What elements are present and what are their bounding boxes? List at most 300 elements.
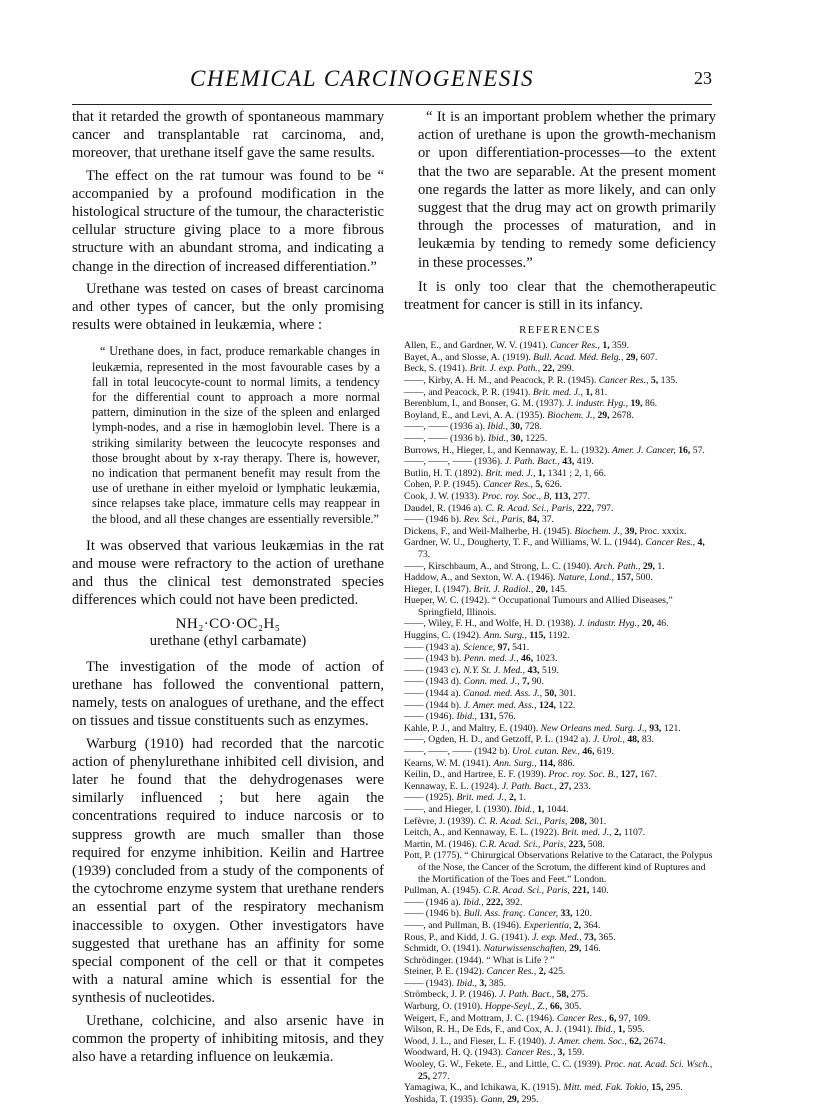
ref-pages: 97, 109. (618, 1012, 651, 1024)
reference-item (404, 781, 716, 793)
reference-item (404, 410, 716, 422)
ref-volume: 4, (697, 537, 705, 549)
ref-journal: Cancer Res., (486, 966, 537, 978)
ref-pages: 626. (545, 479, 562, 491)
ref-authors: —— (1946). (404, 711, 455, 723)
reference-item (404, 491, 716, 503)
ref-pages: 277. (432, 1070, 450, 1082)
ref-pages: 146. (583, 943, 601, 955)
reference-item (404, 1024, 716, 1036)
paragraph: It is only too clear that the chemotherapeutic treatment for cancer is still in its infancy. (404, 278, 716, 314)
ref-journal: Cancer Res., (483, 479, 533, 491)
ref-authors: Lefèvre, J. (1939). (404, 815, 476, 827)
reference-item (404, 827, 716, 839)
reference-item (404, 711, 716, 723)
ref-authors: Pullman, A. (1945). (404, 885, 481, 897)
ref-volume: 43, (527, 664, 540, 676)
reference-item (404, 468, 716, 480)
reference-item (404, 387, 716, 399)
ref-pages: 1044. (546, 803, 569, 815)
reference-item (404, 653, 716, 665)
ref-journal: Brit. med. J., (456, 792, 507, 804)
ref-journal: Cancer Res., (556, 1012, 607, 1024)
ref-volume: 20, (641, 618, 655, 630)
paragraph: that it retarded the growth of spontaneous mammary cancer and transplantable rat carcinoma, and, moreover, that urethane itself gave the same results. (72, 109, 384, 162)
ref-volume: 223, (568, 838, 586, 850)
paragraph: Urethane was tested on cases of breast carcinoma and other types of cancer, but the only promising results were obtained in leukæmia, where : (72, 280, 384, 334)
reference-item (404, 885, 716, 897)
ref-volume: 15, (651, 1082, 664, 1094)
reference-item (404, 375, 716, 387)
ref-volume: 39, (624, 525, 637, 537)
ref-pages: 419. (576, 456, 594, 468)
ref-authors: Wooley, G. W., Fekete. E., and Little, C. C. (1939). (404, 1059, 603, 1071)
ref-journal: Penn. med. J., (463, 653, 519, 665)
ref-volume: 2, (573, 919, 582, 931)
ref-volume: 48, (627, 734, 640, 746)
ref-journal: C. R. Acad. Sci., Paris, (478, 815, 568, 827)
ref-volume: 2, (508, 792, 517, 804)
ref-volume: 5, (650, 375, 659, 387)
reference-item (404, 630, 716, 642)
ref-pages: 140. (591, 885, 609, 897)
ref-pages: 364. (583, 919, 601, 931)
ref-pages: 425. (548, 966, 566, 978)
ref-journal: Urol. cutan. Rev., (512, 746, 580, 758)
ref-pages: 365. (598, 931, 616, 943)
reference-item (404, 1059, 716, 1082)
ref-journal: Brit. med. J., (532, 386, 583, 398)
ref-authors: —— (1943 c). (404, 664, 461, 676)
reference-item (404, 561, 716, 573)
ref-volume: 20, (535, 583, 548, 595)
ref-pages: 122. (558, 699, 576, 711)
reference-item (404, 526, 716, 538)
reference-item (404, 340, 716, 352)
ref-journal: Cancer Res., (550, 340, 600, 352)
ref-authors: —— (1946 b). (404, 908, 462, 920)
ref-journal: Cancer Res., (505, 1047, 556, 1059)
ref-authors: ——, Kirschbaum, A., and Strong, L. C. (1940). (404, 560, 592, 572)
ref-authors: Cook, J. W. (1933). (404, 490, 480, 502)
references-heading: REFERENCES (519, 324, 601, 337)
ref-journal: New Orleans med. Surg. J., (540, 722, 647, 734)
ref-pages: 619. (596, 746, 614, 758)
ref-journal: J. industr. Hyg., (566, 398, 629, 410)
reference-item (404, 989, 716, 1001)
ref-volume: 29, (625, 351, 638, 363)
block-quote: “ It is an important problem whether the primary action of urethane is upon the growth-mechanism or upon differentiation-processes—to the extent that the two are separable. At the present moment one regards the latter as more likely, and can only suggest that the drug may act on growth primarily through the processes of maturation, and in leukæmia by tending to remedy some deficiency in these processes.” (418, 109, 716, 271)
page-header (72, 60, 712, 105)
reference-item (404, 758, 716, 770)
ref-volume: 29, (597, 409, 610, 421)
ref-authors: ——, ——, —— (1936). (404, 456, 503, 468)
page-number: 23 (694, 68, 712, 88)
ref-volume: 25, (418, 1070, 431, 1082)
ref-journal: Ibid., (456, 977, 477, 989)
ref-authors: Bayet, A., and Slosse, A. (1919). (404, 351, 531, 363)
ref-pages: 46. (656, 618, 669, 630)
ref-journal: Mitt. med. Fak. Tokio, (563, 1082, 649, 1094)
ref-journal: Ibid., (487, 432, 509, 444)
ref-authors: Allen, E., and Gardner, W. V. (1941). (404, 340, 548, 352)
ref-volume: 58, (556, 989, 569, 1001)
ref-journal: Ibid., (594, 1024, 616, 1036)
ref-journal: J. Urol., (592, 734, 625, 746)
ref-pages: 90. (531, 676, 544, 688)
ref-volume: 131, (479, 711, 497, 723)
ref-journal: Biochem. J., (574, 525, 623, 537)
ref-authors: Burrows, H., Hieger, I., and Kennaway, E. L. (1932). (404, 444, 610, 456)
ref-pages: Proc. xxxix. (639, 525, 687, 537)
paragraph: Urethane, colchicine, and also arsenic have in common the property of inhibiting mitosis, and they also have a retarding influence on leukæmia. (72, 1012, 384, 1065)
ref-authors: Cohen, P. P. (1945). (404, 479, 481, 491)
reference-item (404, 932, 716, 944)
ref-volume: 30, (510, 421, 523, 433)
ref-pages: 135. (660, 375, 678, 387)
ref-authors: Rous, P., and Kidd, J. G. (1941). (404, 931, 530, 943)
reference-item (404, 676, 716, 688)
ref-volume: 115, (529, 630, 546, 642)
reference-item (404, 572, 716, 584)
reference-item (404, 1047, 716, 1059)
ref-volume: 30, (510, 432, 523, 444)
ref-pages: 1192. (548, 630, 570, 642)
reference-item (404, 665, 716, 677)
ref-journal: Cancer Res., (645, 537, 696, 549)
ref-journal: C.R. Acad. Sci., Paris, (479, 838, 567, 850)
ref-journal: Proc. nat. Acad. Sci. Wsch., (604, 1059, 713, 1071)
ref-volume: 29, (569, 943, 582, 955)
ref-volume: 1, (617, 1024, 626, 1036)
ref-volume: 1, (537, 803, 545, 815)
paragraph: The effect on the rat tumour was found to be “ accompanied by a profound modification in the histological structure of the tumour, the characteristic cellular structure giving place to a more fibrous structure with an abundant stroma, and indicating a change in the direction of increased differentiation.” (72, 167, 384, 275)
ref-authors: Yamagiwa, K., and Ichikawa, K. (1915). (404, 1082, 561, 1094)
ref-pages: 886. (557, 757, 575, 769)
ref-pages: 37. (541, 514, 554, 526)
formula-caption: urethane (ethyl carbamate) (149, 632, 307, 649)
ref-pages: 81. (595, 386, 608, 398)
reference-item (404, 700, 716, 712)
ref-authors: Kearns, W. M. (1941). (404, 757, 491, 769)
ref-journal: J. exp. Med., (532, 931, 582, 943)
ref-journal: Ann. Surg., (493, 757, 537, 769)
ref-pages: 159. (567, 1047, 585, 1059)
ref-journal: J. Path. Bact., (504, 456, 560, 468)
ref-pages: 277. (573, 490, 591, 502)
reference-item (404, 537, 716, 560)
reference-item (404, 398, 716, 410)
ref-volume: 1, (537, 467, 546, 479)
reference-item (404, 514, 716, 526)
ref-volume: 73, (584, 931, 597, 943)
reference-item (404, 1036, 716, 1048)
reference-item (404, 920, 716, 932)
ref-authors: Martin, M. (1946). (404, 838, 477, 850)
reference-item (404, 584, 716, 596)
ref-volume: 29, (507, 1093, 520, 1105)
ref-volume: 3, (557, 1047, 565, 1059)
ref-authors: Wilson, R. H., De Eds, F., and Cox, A. J. (1941). (404, 1024, 593, 1036)
ref-pages: 508. (587, 838, 605, 850)
reference-item (404, 966, 716, 978)
ref-authors: Strömbeck, J. P. (1946). (404, 989, 497, 1001)
ref-volume: 7, (522, 676, 530, 688)
ref-volume: 5, (535, 479, 543, 491)
ref-volume: 114, (539, 757, 556, 769)
ref-volume: 2, (614, 827, 622, 839)
ref-volume: 46, (521, 653, 534, 665)
ref-authors: Schmidt, O. (1941). (404, 943, 482, 955)
ref-authors: Berenblum, I., and Bonser, G. M. (1937). (404, 398, 565, 410)
reference-item (404, 642, 716, 654)
ref-authors: ——, —— (1936 a). (404, 421, 485, 433)
ref-journal: Brit. med. J., (561, 827, 612, 839)
ref-journal: Canad. med. Ass. J., (463, 688, 543, 700)
ref-authors: ——, and Peacock, P. R. (1941). (404, 386, 531, 398)
ref-pages: 2678. (611, 409, 634, 421)
reference-item (404, 955, 716, 967)
ref-authors: —— (1943 a). (404, 641, 461, 653)
paragraph: The investigation of the mode of action of urethane has followed the conventional pattern, namely, tests on analogues of urethane, and the effect on tissues and tissue constituents such as enzymes. (72, 658, 384, 730)
ref-pages: 73. (418, 548, 431, 560)
ref-journal: Ann. Surg., (483, 630, 527, 642)
ref-journal: Nature, Lond., (557, 572, 614, 584)
ref-authors: ——, —— (1936 b). (404, 432, 486, 444)
ref-pages: 1. (518, 792, 526, 804)
ref-authors: Schrödinger. (1944). “ What is Life ? ” (404, 954, 555, 966)
ref-journal: Gann, (480, 1093, 505, 1105)
ref-authors: Butlin, H. T. (1892). (404, 467, 484, 479)
ref-volume: 62, (629, 1035, 642, 1047)
ref-volume: 27, (559, 780, 572, 792)
ref-pages: 301. (589, 815, 607, 827)
reference-list (404, 340, 716, 1105)
ref-volume: 43, (562, 456, 575, 468)
ref-volume: 66, (549, 1001, 563, 1013)
ref-authors: Daudel, R. (1946 a). (404, 502, 484, 514)
ref-journal: J. industr. Hyg., (578, 618, 640, 630)
reference-item (404, 503, 716, 515)
ref-authors: Hueper, W. C. (1942). “ Occupational Tumours and Allied Diseases,” Springfield, Illinois. (404, 595, 673, 618)
ref-authors: —— (1946 b). (404, 514, 462, 526)
ref-pages: 305. (564, 1001, 582, 1013)
ref-journal: Science, (463, 641, 496, 653)
ref-authors: Woodward, H. Q. (1943). (404, 1047, 504, 1059)
ref-pages: 295. (521, 1093, 539, 1105)
ref-authors: Hieger, I. (1947). (404, 583, 472, 595)
reference-item (404, 734, 716, 746)
ref-journal: Brit. J. Radiol., (473, 583, 534, 595)
ref-pages: 145. (550, 583, 568, 595)
ref-authors: —— (1943). (404, 977, 455, 989)
ref-journal: J. Amer. chem. Soc., (548, 1035, 627, 1047)
reference-item (404, 1013, 716, 1025)
reference-item (404, 792, 716, 804)
ref-journal: Experientia, (523, 919, 572, 931)
ref-pages: 121. (663, 722, 681, 734)
reference-item (404, 839, 716, 851)
ref-volume: 222, (486, 896, 504, 908)
ref-journal: Proc. roy. Soc. B., (548, 769, 619, 781)
ref-journal: Bull. Ass. franç. Cancer, (463, 908, 559, 920)
ref-authors: Huggins, C. (1942). (404, 630, 482, 642)
ref-volume: 6, (609, 1012, 617, 1024)
reference-item (404, 1082, 716, 1094)
reference-item (404, 595, 716, 618)
ref-authors: ——, Ogden, H. D., and Getzoff, P. L. (1942 a). (404, 734, 591, 746)
ref-pages: 541. (512, 641, 530, 653)
ref-authors: ——, ——, —— (1942 b). (404, 746, 510, 758)
paragraph: It was observed that various leukæmias in the rat and mouse were refractory to the action of urethane and thus the clinical test demonstrated species differences which could not have been predicted. (72, 537, 384, 609)
ref-authors: —— (1943 d). (404, 676, 462, 688)
ref-journal: Conn. med. J., (463, 676, 520, 688)
ref-authors: Boyland, E., and Levi, A. A. (1935). (404, 409, 545, 421)
reference-item (404, 723, 716, 735)
ref-pages: 1023. (535, 653, 558, 665)
right-column (404, 108, 716, 1105)
ref-authors: Leitch, A., and Kennaway, E. L. (1922). (404, 827, 560, 839)
ref-pages: 167. (640, 769, 658, 781)
ref-volume: 33, (560, 908, 573, 920)
ref-pages: 728. (524, 421, 542, 433)
ref-pages: 359. (612, 340, 629, 352)
ref-journal: Biochem. J., (547, 409, 596, 421)
ref-pages: 1. (657, 560, 665, 572)
ref-volume: 46, (582, 746, 595, 758)
ref-pages: 385. (489, 977, 506, 989)
running-title: CHEMICAL CARCINOGENESIS (190, 66, 534, 91)
ref-authors: ——, and Pullman, B. (1946). (404, 919, 522, 931)
ref-journal: Cancer Res., (598, 375, 649, 387)
ref-authors: Kennaway, E. L. (1924). (404, 780, 500, 792)
ref-volume: 22, (542, 363, 555, 375)
reference-item (404, 908, 716, 920)
ref-pages: 500. (635, 572, 653, 584)
ref-authors: —— (1946 a). (404, 896, 461, 908)
ref-authors: Warburg, O. (1910). (404, 1001, 483, 1013)
reference-item (404, 433, 716, 445)
ref-authors: —— (1944 b). (404, 699, 462, 711)
ref-authors: Steiner, P. E. (1942). (404, 966, 485, 978)
ref-journal: Ibid., (463, 896, 484, 908)
ref-pages: 797. (596, 502, 614, 514)
ref-authors: Kahle, P. J., and Maltry, E. (1940). (404, 722, 539, 734)
ref-authors: Gardner, W. U., Dougherty, T. F., and Williams, W. L. (1944). (404, 537, 643, 549)
ref-pages: 295. (665, 1082, 683, 1094)
reference-item (404, 363, 716, 375)
reference-item (404, 769, 716, 781)
ref-volume: 124, (539, 699, 556, 711)
left-column (72, 108, 384, 1070)
ref-pages: 595. (627, 1024, 645, 1036)
ref-volume: 222, (577, 502, 595, 514)
ref-journal: Bull. Acad. Méd. Belg., (533, 351, 624, 363)
ref-volume: 93, (649, 722, 662, 734)
ref-journal: Brit. J. exp. Path., (469, 363, 541, 375)
ref-journal: Naturwissenschaften, (483, 943, 567, 955)
reference-item (404, 978, 716, 990)
ref-authors: Pott, P. (1775). “ Chirurgical Observations Relative to the Cataract, the Polypus of the Nose, the Cancer of the Scrotum, the different kind of Ruptures and the Mortification of the Toes and Feet.” London. (404, 850, 713, 885)
reference-item (404, 1001, 716, 1013)
ref-journal: C.R. Acad. Sci., Paris, (483, 885, 570, 897)
formula-text: NH₂·CO·OC₂H₅ (175, 615, 281, 632)
ref-journal: Hoppe-Seyl., Z., (484, 1001, 548, 1013)
ref-authors: ——, and Hieger, I. (1930). (404, 803, 512, 815)
ref-journal: Arch. Path., (593, 560, 641, 572)
ref-pages: 57. (692, 444, 705, 456)
reference-item (404, 816, 716, 828)
ref-volume: 1, (602, 340, 610, 352)
ref-volume: 97, (497, 641, 510, 653)
reference-item (404, 897, 716, 909)
ref-authors: Haddow, A., and Sexton, W. A. (1946). (404, 572, 556, 584)
ref-authors: —— (1925). (404, 792, 455, 804)
reference-item (404, 456, 716, 468)
reference-item (404, 688, 716, 700)
chemical-formula (72, 616, 384, 650)
ref-volume: 84, (527, 514, 540, 526)
ref-journal: Ibid., (514, 803, 535, 815)
ref-volume: 50, (544, 688, 557, 700)
ref-authors: Keilin, D., and Hartree, E. F. (1939). (404, 769, 547, 781)
ref-pages: 576. (498, 711, 516, 723)
ref-authors: Yoshida, T. (1935). (404, 1093, 479, 1105)
ref-authors: Dickens, F., and Weil-Malherbe, H. (1945). (404, 525, 573, 537)
reference-item (404, 352, 716, 364)
ref-journal: J. Amer. med. Ass., (463, 699, 537, 711)
ref-pages: 1225. (525, 432, 548, 444)
ref-pages: 607. (640, 351, 658, 363)
ref-authors: —— (1943 b). (404, 653, 462, 665)
ref-pages: 1107. (623, 827, 646, 839)
ref-pages: 2674. (643, 1035, 666, 1047)
ref-journal: Rev. Sci., Paris, (463, 514, 525, 526)
ref-authors: ——, Wiley, F. H., and Wolfe, H. D. (1938). (404, 618, 576, 630)
ref-pages: 86. (644, 398, 658, 410)
ref-pages: 519. (541, 664, 559, 676)
paragraph: Warburg (1910) had recorded that the narcotic action of phenylurethane inhibited cell division, and later he found that the dehydrogenases were similarly influenced ; but here again the concentrations required to induce narcosis or to suppress growth are much smaller than those required for enzyme inhibition. Keilin and Hartree (1939) concluded from a study of the components of the cytochrome enzyme system that urethane renders an essential part of the respiratory mechanism inaccessible to oxygen. Other investigators have suggested that urethane has an affinity for some special component of the cell or that it competes with a natural amine which is essential for the synthesis of nucleotides. (72, 735, 384, 1007)
reference-item (404, 445, 716, 457)
ref-volume: 157, (616, 572, 634, 584)
ref-authors: Weigert, F., and Mottram, J. C. (1946). (404, 1012, 555, 1024)
ref-pages: 1341 ; 2, 1, 66. (547, 467, 607, 479)
block-quote: “ Urethane does, in fact, produce remarkable changes in leukæmia, represented in the most favourable cases by a fall in total leucocyte-count to normal limits, a tendency for the differential count to approach a more normal pattern, diminution in the size of the spleen and enlarged lymph-nodes, and a rise in hæmoglobin level. There is a striking similarity between the leucocyte responses and those brought about by x-ray therapy. There is, however, no indication that permanent benefit may result from the use of urethane in either myeloid or lymphatic leukæmia, since relapses take place, immature cells may reappear in the blood, and all these changes are essentially reversible.” (92, 344, 380, 526)
ref-authors: —— (1944 a). (404, 688, 461, 700)
ref-journal: Brit. med. J., (485, 467, 536, 479)
ref-volume: 221, (572, 885, 590, 897)
ref-authors: Beck, S. (1941). (404, 363, 468, 375)
ref-volume: 127, (620, 769, 638, 781)
reference-item (404, 746, 716, 758)
ref-journal: Amer. J. Cancer, (612, 444, 676, 456)
reference-item (404, 479, 716, 491)
ref-journal: J. Path. Bact., (501, 780, 557, 792)
ref-volume: 16, (678, 444, 691, 456)
ref-volume: 19, (630, 398, 643, 410)
reference-item (404, 850, 716, 885)
reference-item (404, 804, 716, 816)
ref-volume: 208, (569, 815, 587, 827)
ref-pages: 392. (505, 896, 523, 908)
ref-authors: Wood, J. L., and Fieser, L. F. (1940). (404, 1035, 547, 1047)
ref-journal: Proc. roy. Soc., B, (482, 490, 552, 502)
ref-volume: 113, (554, 490, 571, 502)
ref-pages: 299. (557, 363, 575, 375)
reference-item (404, 1094, 716, 1105)
ref-volume: 1, (585, 386, 593, 398)
ref-pages: 275. (571, 989, 589, 1001)
